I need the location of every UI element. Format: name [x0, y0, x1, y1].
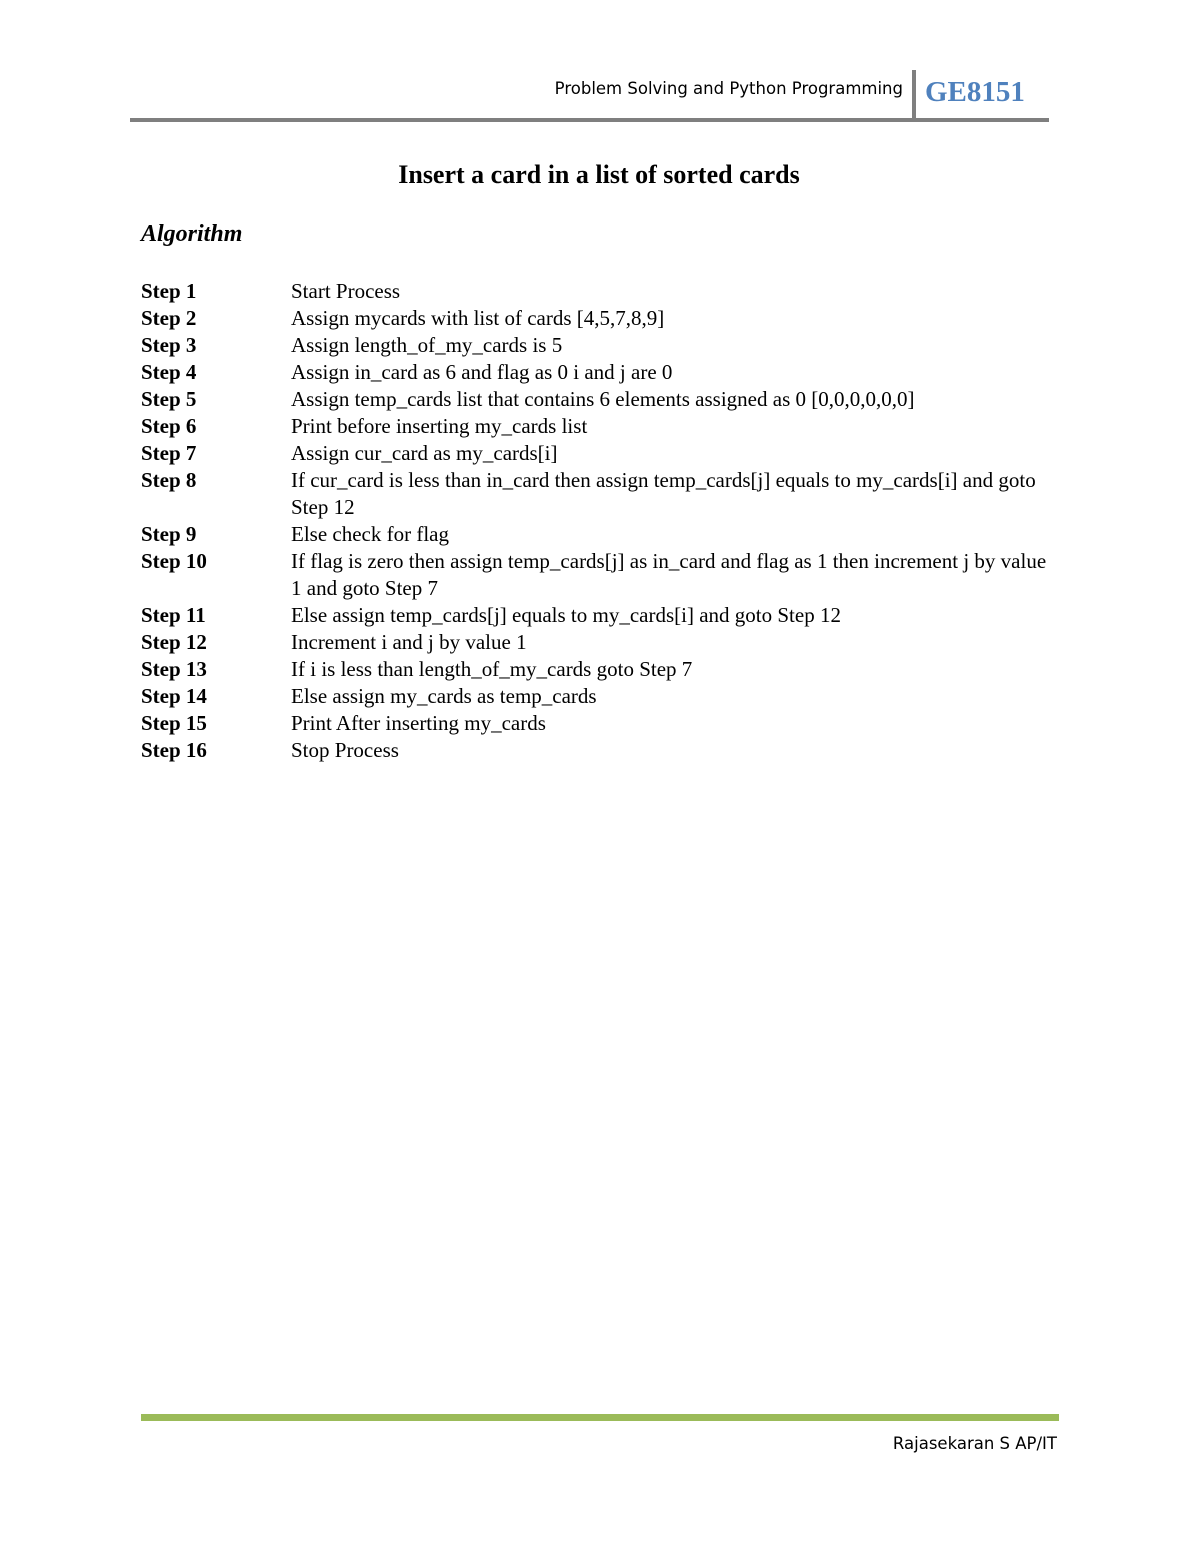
section-heading: Algorithm	[141, 221, 243, 247]
step-row	[141, 278, 1061, 305]
step-label: Step 7	[141, 441, 197, 465]
course-code: GE8151	[925, 76, 1025, 108]
course-title: Problem Solving and Python Programming	[554, 79, 903, 98]
step-row	[141, 629, 1061, 656]
step-label: Step 12	[141, 630, 207, 654]
step-label: Step 16	[141, 738, 207, 762]
step-text: Start Process	[291, 279, 401, 303]
step-text: Stop Process	[291, 738, 399, 762]
step-text: Assign length_of_my_cards is 5	[291, 333, 563, 357]
step-label: Step 14	[141, 684, 207, 708]
step-text: If i is less than length_of_my_cards goto Step 7	[291, 657, 693, 681]
step-label: Step 8	[141, 468, 197, 492]
step-text: Assign mycards with list of cards [4,5,7,8,9]	[291, 306, 665, 330]
step-row	[141, 332, 1061, 359]
step-text: Print before inserting my_cards list	[291, 414, 588, 438]
step-row	[141, 386, 1061, 413]
step-row	[141, 440, 1061, 467]
step-text: If cur_card is less than in_card then assign temp_cards[j] equals to my_cards[i] and goto Step 12	[291, 468, 1036, 519]
step-row	[141, 683, 1061, 710]
step-row	[141, 548, 1061, 602]
step-row	[141, 710, 1061, 737]
step-text: If flag is zero then assign temp_cards[j] as in_card and flag as 1 then increment j by value 1 and goto Step 7	[291, 549, 1047, 600]
step-label: Step 3	[141, 333, 197, 357]
step-text: Assign cur_card as my_cards[i]	[291, 441, 558, 465]
step-label: Step 15	[141, 711, 207, 735]
step-row	[141, 413, 1061, 440]
step-row	[141, 656, 1061, 683]
step-row	[141, 305, 1061, 332]
step-text: Increment i and j by value 1	[291, 630, 527, 654]
step-text: Assign in_card as 6 and flag as 0 i and j are 0	[291, 360, 673, 384]
step-label: Step 4	[141, 360, 197, 384]
step-label: Step 9	[141, 522, 197, 546]
step-label: Step 13	[141, 657, 207, 681]
step-text: Else check for flag	[291, 522, 450, 546]
algorithm-steps	[141, 278, 1061, 764]
footer-author: Rajasekaran S AP/IT	[892, 1434, 1057, 1453]
step-text: Print After inserting my_cards	[291, 711, 546, 735]
step-text: Else assign temp_cards[j] equals to my_cards[i] and goto Step 12	[291, 603, 841, 627]
page-title: Insert a card in a list of sorted cards	[398, 160, 800, 189]
step-row	[141, 737, 1061, 764]
step-text: Else assign my_cards as temp_cards	[291, 684, 597, 708]
step-label: Step 11	[141, 603, 206, 627]
step-row	[141, 359, 1061, 386]
step-label: Step 2	[141, 306, 197, 330]
step-text: Assign temp_cards list that contains 6 elements assigned as 0 [0,0,0,0,0,0]	[291, 387, 915, 411]
step-row	[141, 521, 1061, 548]
step-label: Step 10	[141, 549, 207, 573]
step-row	[141, 602, 1061, 629]
step-label: Step 5	[141, 387, 197, 411]
step-row	[141, 467, 1061, 521]
step-label: Step 1	[141, 279, 197, 303]
header-rule	[130, 118, 1049, 122]
step-label: Step 6	[141, 414, 197, 438]
footer-rule	[141, 1414, 1059, 1421]
header-divider	[912, 70, 916, 122]
